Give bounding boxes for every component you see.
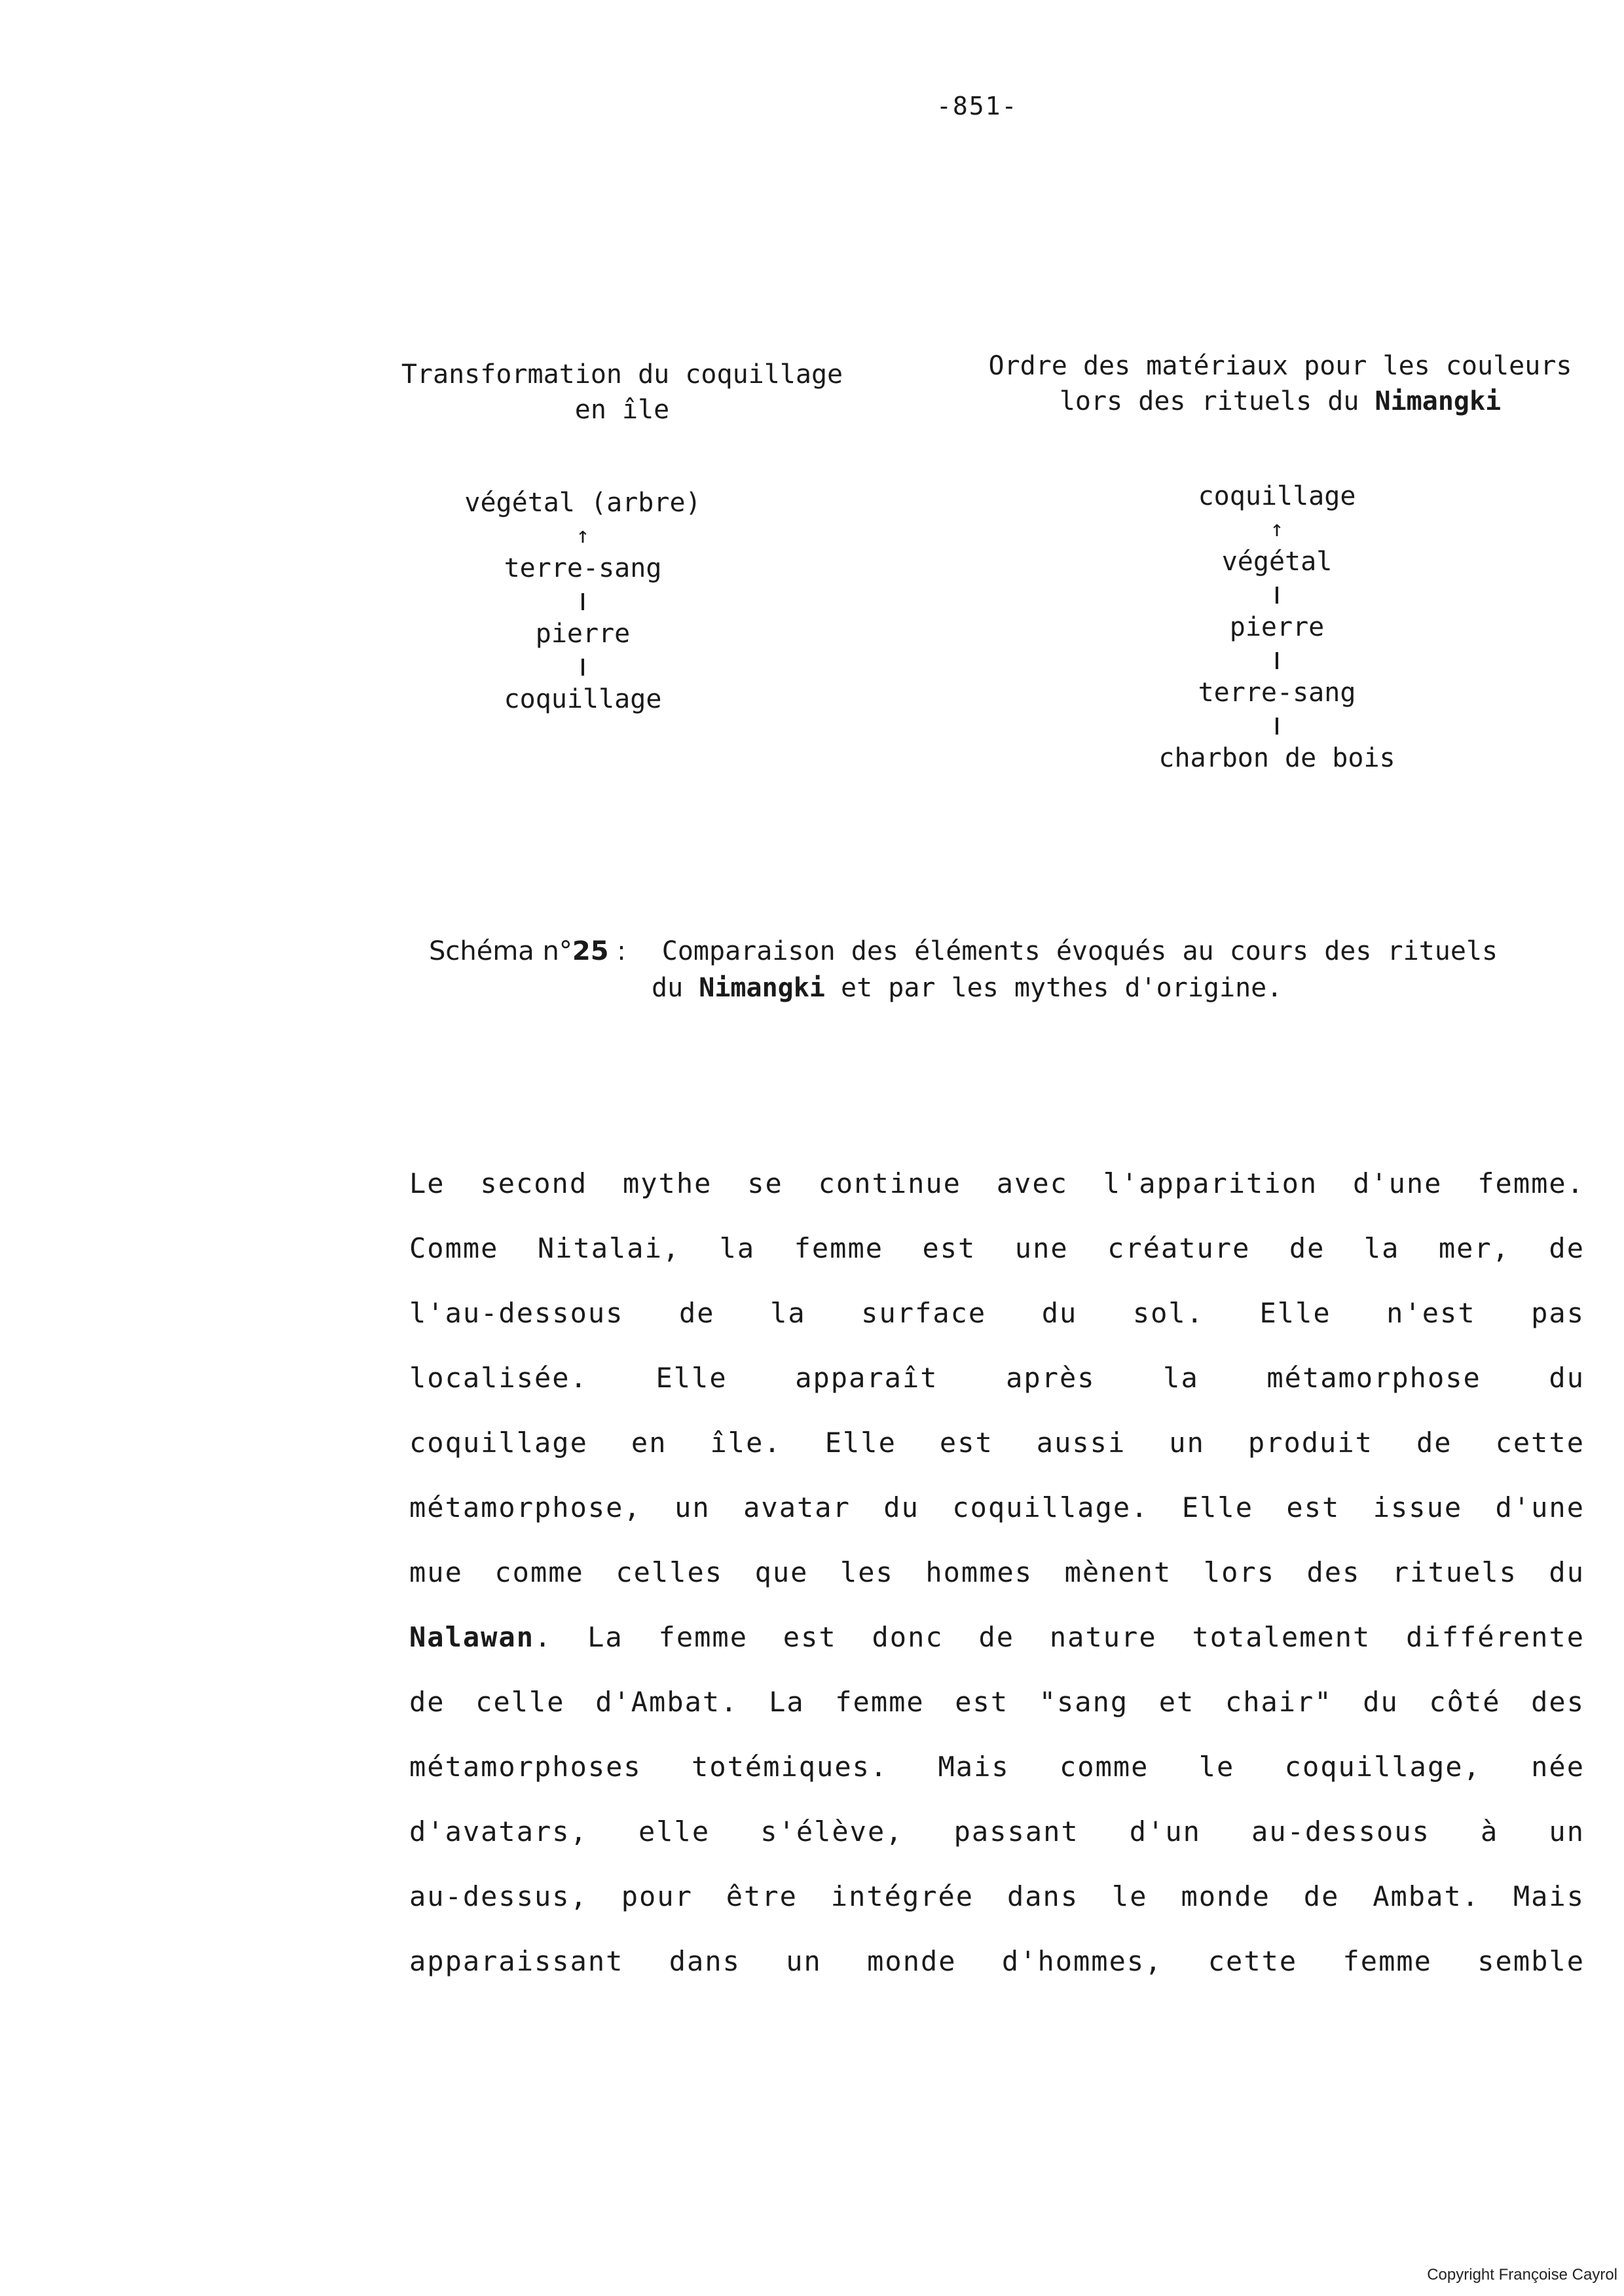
left-term-4: coquillage [504,684,662,714]
right-term-4: terre-sang [1198,678,1356,708]
body-line-text: coquillage en île. Elle est aussi un produit de cette [409,1427,1585,1459]
caption-label [429,936,626,966]
right-sequence-diagram [1074,478,1480,776]
caption-label-suffix: : [608,936,626,966]
body-line-text: de celle d'Ambat. La femme est "sang et chair" du côté des [409,1686,1585,1718]
right-column-heading [917,348,1624,419]
body-line-text: apparaissant dans un monde d'hommes, cette femme semble [409,1945,1585,1977]
up-arrow-icon: ↑ [576,522,590,549]
body-line-text: localisée. Elle apparaît après la métamorphose du [409,1362,1585,1394]
body-line [409,1295,1585,1360]
connector-bar-icon [380,652,786,681]
up-arrow-icon: ↑ [1270,516,1284,542]
left-term-3: pierre [535,619,631,649]
left-term-2: terre-sang [504,553,662,583]
connector-bar-icon [1074,580,1480,609]
body-line-text: l'au-dessous de la surface du sol. Elle n'est pas [409,1297,1585,1329]
body-bold-term: Nalawan [409,1621,535,1653]
left-column-heading [367,357,877,428]
body-line-text: d'avatars, elle s'élève, passant d'un au-dessous à un [409,1815,1585,1848]
body-line-text: Comme Nitalai, la femme est une créature de la mer, de [409,1232,1585,1264]
caption-line2-suffix: et par les mythes d'origine. [841,973,1283,1003]
right-term-1: coquillage [1198,481,1356,511]
body-line [409,1230,1585,1295]
body-line-text [409,1621,1585,1653]
right-term-5: charbon de bois [1158,743,1395,773]
caption-label-prefix: Schéma n° [429,936,572,966]
connector-bar-icon [380,587,786,615]
body-line [409,1165,1585,1230]
body-line [409,1749,1585,1813]
body-line [409,1684,1585,1749]
body-line [409,1619,1585,1684]
caption-line1: Comparaison des éléments évoqués au cours des rituels [661,936,1498,966]
body-line8-rest: . La femme est donc de nature totalement différente [534,1621,1585,1653]
left-heading-line1: Transformation du coquillage [401,359,843,390]
right-term-2: végétal [1221,547,1333,577]
caption-line2 [429,970,1555,1006]
connector-bar-icon [1074,711,1480,740]
caption-line2-prefix: du [652,973,684,1003]
body-line-text: métamorphose, un avatar du coquillage. Elle est issue d'une [409,1491,1585,1523]
left-sequence-diagram [380,484,786,718]
left-term-1: végétal (arbre) [464,488,701,518]
caption-bold-term: Nimangki [699,973,825,1003]
body-line-text: métamorphoses totémiques. Mais comme le coquillage, née [409,1751,1585,1783]
body-line [409,1813,1585,1878]
body-line [409,1943,1585,2008]
left-heading-line2: en île [574,395,670,425]
body-line-text: mue comme celles que les hommes mènent lors des rituels du [409,1556,1585,1588]
body-line [409,1878,1585,1943]
body-line [409,1425,1585,1489]
body-line [409,1554,1585,1619]
right-term-3: pierre [1229,612,1325,642]
body-line [409,1360,1585,1425]
connector-bar-icon [1074,646,1480,674]
body-line-text: au-dessus, pour être intégrée dans le monde de Ambat. Mais [409,1880,1585,1912]
copyright-notice: Copyright Françoise Cayrol [1427,2266,1617,2284]
right-heading-line1: Ordre des matériaux pour les couleurs [988,351,1572,381]
body-paragraph [409,1165,1585,2008]
right-heading-line2-prefix: lors des rituels du [1059,386,1359,416]
right-heading-bold-term: Nimangki [1375,386,1502,416]
page-number: -851- [936,92,1018,120]
caption-label-number: 25 [572,936,609,966]
right-heading-line2 [917,384,1624,419]
body-line [409,1489,1585,1554]
figure-caption [429,933,1555,1006]
body-line-text: Le second mythe se continue avec l'apparition d'une femme. [409,1167,1585,1199]
